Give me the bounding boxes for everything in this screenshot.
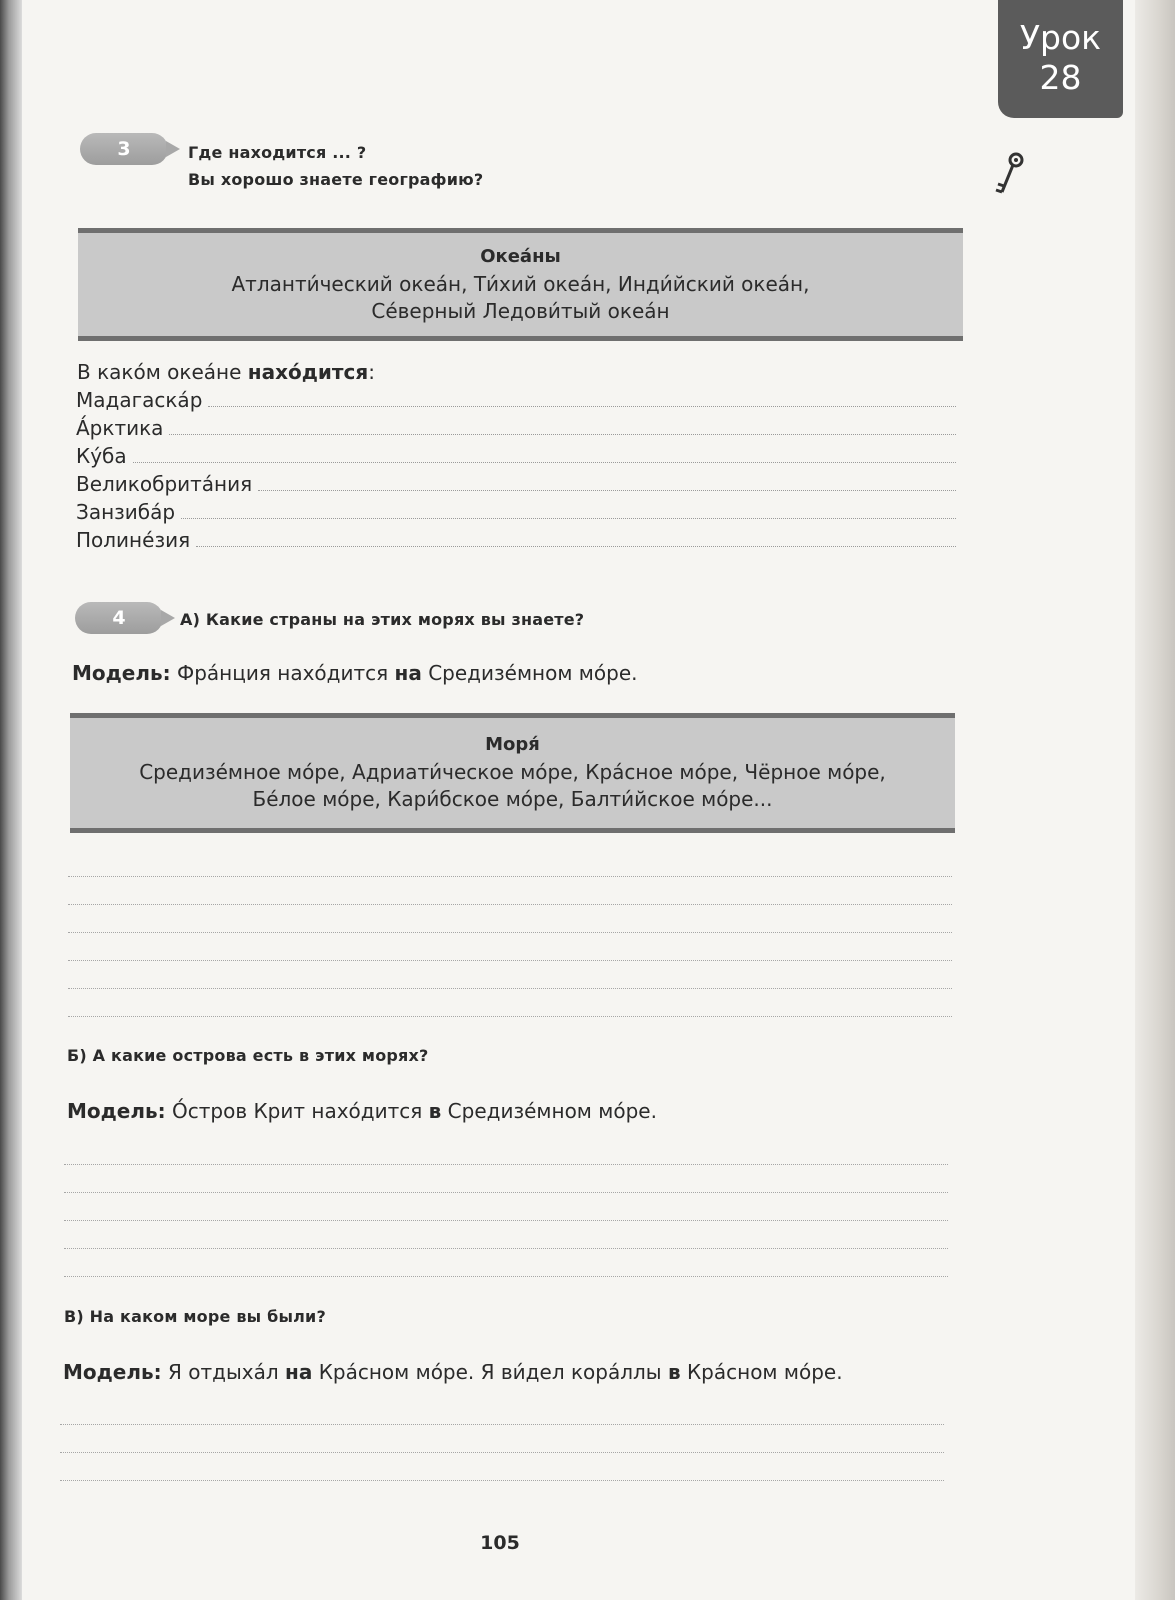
model-bold: на [394,661,422,685]
writing-line[interactable] [64,1220,948,1221]
oceans-box-line-1: Атланти́ческий океа́н, Ти́хий океа́н, Инди́йский океа́н, [231,272,810,296]
writing-line[interactable] [68,876,952,877]
answer-label: Мадагаска́р [76,388,203,412]
model-bold: на [285,1360,313,1384]
model-text: Кра́сном мо́ре. Я ви́дел кора́ллы [312,1360,668,1384]
book-binding-shadow [0,0,22,1600]
exercise-4a-heading: А) Какие страны на этих морях вы знаете? [180,610,585,629]
writing-line[interactable] [68,960,952,961]
oceans-question [77,360,375,384]
seas-box [70,713,955,833]
writing-line[interactable] [64,1192,948,1193]
key-icon [990,150,1030,198]
answer-row [76,524,956,552]
writing-line[interactable] [60,1480,944,1481]
question-bold: нахо́дится [247,360,369,384]
model-text: О́стров Крит нахо́дится [165,1099,429,1123]
answer-label: Ку́ба [76,444,127,468]
model-label: Модель: [63,1360,162,1384]
answer-row [76,496,956,524]
seas-box-line-1: Средизе́мное мо́ре, Адриати́ческое мо́ре, Кра́сное мо́ре, Чёрное мо́ре, [139,760,886,784]
model-text: Фра́нция нахо́дится [170,661,395,685]
answer-row [76,412,956,440]
model-text: Кра́сном мо́ре. [680,1360,843,1384]
answer-label: Занзиба́р [76,500,176,524]
writing-line[interactable] [60,1452,944,1453]
answer-line[interactable] [258,490,956,491]
exercise-3-heading-2: Вы хорошо знаете географию? [188,170,484,189]
model-label: Модель: [72,661,171,685]
question-text: В како́м океа́не [77,360,248,384]
exercise-4b-heading: Б) А какие острова есть в этих морях? [67,1046,429,1065]
page-number: 105 [480,1532,520,1554]
answer-line[interactable] [169,434,956,435]
writing-line[interactable] [60,1424,944,1425]
answer-label: Полине́зия [76,528,191,552]
page-edge [1135,0,1175,1600]
exercise-3-heading-1: Где находится ... ? [188,143,367,162]
answer-label: А́рктика [76,416,164,440]
model-text: Средизе́мном мо́ре. [421,661,638,685]
seas-box-title: Моря́ [485,734,540,755]
oceans-box-line-2: Се́верный Ледови́тый океа́н [371,299,670,323]
answer-line[interactable] [196,546,956,547]
writing-line[interactable] [68,1016,952,1017]
answer-line[interactable] [181,518,956,519]
model-text: Я отдыха́л [161,1360,286,1384]
writing-line[interactable] [64,1248,948,1249]
seas-box-line-2: Бе́лое мо́ре, Кари́бское мо́ре, Балти́йское мо́ре... [252,787,773,811]
exercise-4-badge: 4 [75,602,163,634]
model-text: Средизе́мном мо́ре. [441,1099,657,1123]
question-colon: : [368,360,375,384]
exercise-4a-model [72,661,637,685]
answer-line[interactable] [133,462,956,463]
model-bold: в [667,1360,681,1384]
model-label: Модель: [67,1099,166,1123]
writing-line[interactable] [68,988,952,989]
answer-row [76,440,956,468]
answer-row [76,384,956,412]
exercise-4c-model [63,1360,843,1384]
oceans-box [78,228,963,341]
exercise-4c-heading: В) На каком море вы были? [64,1307,326,1326]
oceans-box-title: Океа́ны [480,246,561,267]
answer-label: Великобрита́ния [76,472,253,496]
lesson-tab [998,0,1123,118]
writing-line[interactable] [64,1164,948,1165]
model-bold: в [428,1099,442,1123]
ocean-answer-list [76,384,956,552]
exercise-4b-model [67,1099,657,1123]
writing-line[interactable] [64,1276,948,1277]
writing-line[interactable] [68,932,952,933]
lesson-tab-number: 28 [1039,58,1082,97]
writing-line[interactable] [68,904,952,905]
answer-line[interactable] [208,406,956,407]
lesson-tab-label: Урок [1019,18,1102,57]
exercise-3-badge: 3 [80,133,168,165]
answer-row [76,468,956,496]
